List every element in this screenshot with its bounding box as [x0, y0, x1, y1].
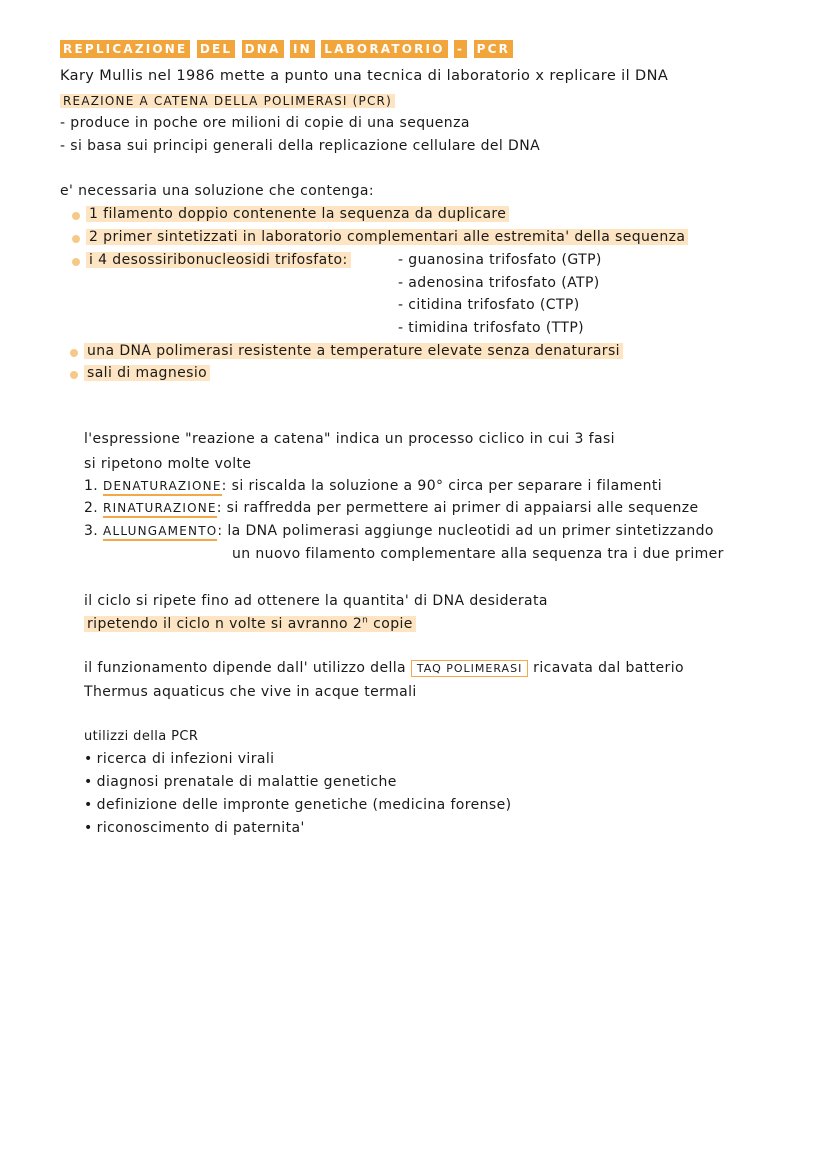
bullet-dot-icon	[70, 371, 78, 379]
title-word: PCR	[474, 40, 513, 58]
solution-item	[86, 252, 351, 268]
cycle-step	[84, 523, 714, 539]
cycle-step	[84, 478, 662, 494]
list-item	[84, 751, 274, 767]
title-word: -	[454, 40, 467, 58]
intro-line: Kary Mullis nel 1986 mette a punto una tecnica di laboratorio x replicare il DNA	[60, 68, 669, 84]
uses-heading: utilizzi della PCR	[84, 729, 199, 744]
step-name: ALLUNGAMENTO	[103, 524, 217, 541]
list-item	[84, 797, 511, 813]
taq-text: ricavata dal batterio	[533, 660, 684, 676]
repeat-line: il ciclo si ripete fino ad ottenere la quantita' di DNA desiderata	[84, 593, 548, 609]
solution-heading: e' necessaria una soluzione che contenga:	[60, 183, 375, 199]
step-name: RINATURAZIONE	[103, 501, 217, 518]
pcr-definition	[60, 93, 395, 109]
step-number: 3.	[84, 523, 99, 539]
repeat-formula-tail: copie	[368, 615, 413, 632]
pcr-definition-text: REAZIONE A CATENA DELLA POLIMERASI (PCR)	[60, 94, 395, 108]
exponent: n	[362, 615, 369, 625]
solution-item-text: i 4 desossiribonucleosidi trifosfato:	[86, 252, 351, 268]
nucleotide-item: - citidina trifosfato (CTP)	[398, 297, 580, 313]
bullet-icon: •	[84, 820, 93, 836]
step-text: : si raffredda per permettere ai primer di appaiarsi alle sequenze	[216, 500, 699, 516]
taq-polimerasi-box: TAQ POLIMERASI	[411, 660, 528, 677]
taq-text: il funzionamento dipende dall' utilizzo della	[84, 660, 407, 676]
cycle-intro: si ripetono molte volte	[84, 456, 252, 472]
solution-item	[86, 206, 509, 222]
step-name: DENATURAZIONE	[103, 479, 222, 496]
list-item-text: definizione delle impronte genetiche (medicina forense)	[96, 797, 512, 813]
list-item	[84, 820, 305, 836]
intro-line: - si basa sui principi generali della replicazione cellulare del DNA	[60, 138, 541, 154]
repeat-formula-text: ripetendo il ciclo n volte si avranno 2	[87, 615, 363, 632]
cycle-step	[84, 500, 699, 516]
list-item-text: diagnosi prenatale di malattie genetiche	[96, 774, 397, 790]
repeat-formula	[84, 615, 416, 632]
solution-item	[84, 365, 210, 381]
step-text: : la DNA polimerasi aggiunge nucleotidi ad un primer sintetizzando	[217, 523, 714, 539]
step-number: 2.	[84, 500, 99, 516]
title-word: IN	[290, 40, 315, 58]
cycle-step-continued: un nuovo filamento complementare alla sequenza tra i due primer	[232, 546, 724, 562]
taq-line: Thermus aquaticus che vive in acque termali	[84, 684, 417, 700]
title-word: REPLICAZIONE	[60, 40, 190, 58]
page-title	[60, 42, 513, 56]
title-word: DEL	[197, 40, 235, 58]
list-item-text: riconoscimento di paternita'	[96, 820, 305, 836]
bullet-icon: •	[84, 774, 93, 790]
list-item	[84, 774, 397, 790]
cycle-intro: l'espressione "reazione a catena" indica un processo ciclico in cui 3 fasi	[84, 431, 615, 447]
solution-item-text: 2 primer sintetizzati in laboratorio complementari alle estremita' della sequenza	[86, 229, 688, 245]
title-word: LABORATORIO	[321, 40, 447, 58]
bullet-icon: •	[84, 797, 93, 813]
solution-item	[86, 229, 688, 245]
step-number: 1.	[84, 478, 99, 494]
bullet-dot-icon	[70, 349, 78, 357]
taq-line	[84, 660, 684, 676]
list-item-text: ricerca di infezioni virali	[96, 751, 275, 767]
step-text: : si riscalda la soluzione a 90° circa per separare i filamenti	[221, 478, 663, 494]
nucleotide-item: - guanosina trifosfato (GTP)	[398, 252, 602, 268]
solution-item-text: 1 filamento doppio contenente la sequenza da duplicare	[86, 206, 509, 222]
bullet-dot-icon	[72, 212, 80, 220]
intro-line: - produce in poche ore milioni di copie di una sequenza	[60, 115, 470, 131]
bullet-dot-icon	[72, 258, 80, 266]
title-word: DNA	[242, 40, 284, 58]
bullet-icon: •	[84, 751, 93, 767]
nucleotide-item: - timidina trifosfato (TTP)	[398, 320, 585, 336]
solution-item	[84, 343, 623, 359]
solution-item-text: una DNA polimerasi resistente a temperature elevate senza denaturarsi	[84, 343, 623, 359]
bullet-dot-icon	[72, 235, 80, 243]
nucleotide-item: - adenosina trifosfato (ATP)	[398, 275, 600, 291]
solution-item-text: sali di magnesio	[84, 365, 210, 381]
